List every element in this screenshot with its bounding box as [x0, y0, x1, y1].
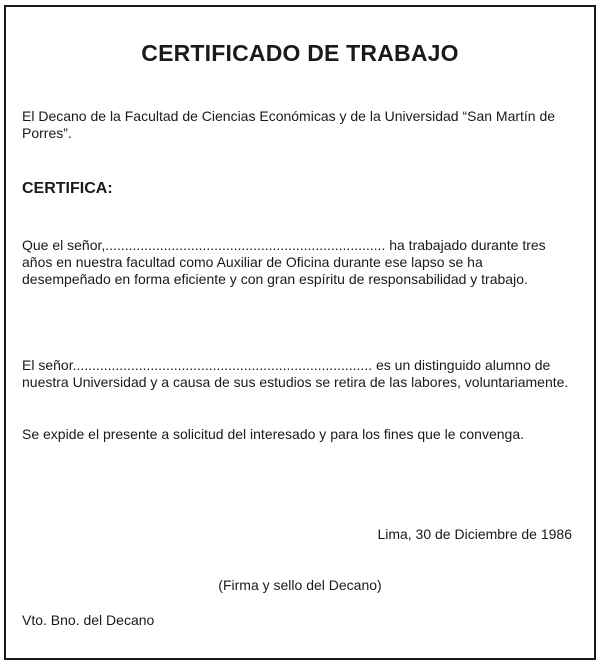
document-border	[4, 5, 596, 660]
place-date: Lima, 30 de Diciembre de 1986	[377, 526, 572, 542]
issuance-paragraph: Se expide el presente a solicitud del interesado y para los fines que le convenga.	[22, 426, 524, 442]
employment-paragraph: Que el señor,........................................................................ ha trabajado durante tres años en nuestra facultad como Auxiliar de Oficina durante ese lapso se ha desempeñado en forma eficiente y con gran espíritu de responsabilidad y trabajo.	[22, 237, 546, 287]
signature-line: (Firma y sello del Decano)	[218, 577, 382, 593]
document-title: CERTIFICADO DE TRABAJO	[141, 40, 459, 66]
certifica-heading: CERTIFICA:	[22, 180, 113, 197]
dean-approval: Vto. Bno. del Decano	[22, 612, 155, 628]
intro-paragraph: El Decano de la Facultad de Ciencias Económicas y de la Universidad “San Martín de Porres”.	[22, 108, 556, 141]
student-paragraph: El señor............................................................................. es un distinguido alumno de nuestra Universidad y a causa de sus estudios se retira de las labores, voluntariamente.	[22, 357, 569, 390]
